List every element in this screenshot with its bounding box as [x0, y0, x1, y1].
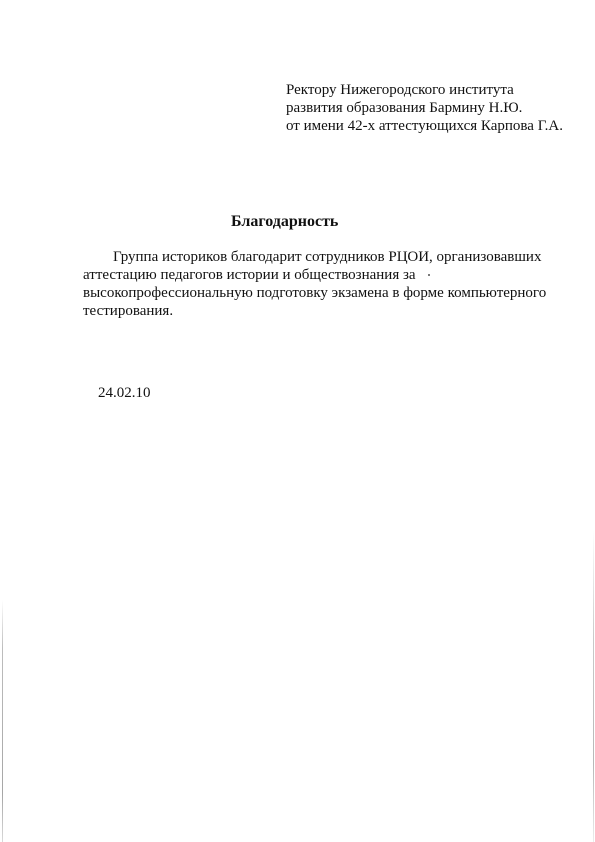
body-line-3: высокопрофессиональную подготовку экзамена в форме компьютерного — [83, 285, 547, 301]
body-line-1: Группа историков благодарит сотрудников РЦОИ, организовавших — [113, 249, 542, 265]
body-line-4: тестирования. — [83, 303, 174, 319]
letter-body — [83, 248, 547, 320]
addressee-line-name: развития образования Бармину Н.Ю. — [286, 100, 523, 116]
letter-date: 24.02.10 — [98, 385, 151, 401]
addressee-block — [286, 81, 586, 135]
scan-edge-right — [593, 530, 594, 842]
body-line-2: аттестацию педагогов истории и обществознания за — [83, 267, 416, 283]
scan-speck — [428, 274, 430, 276]
document-title: Благодарность — [231, 213, 339, 230]
addressee-line-sender: от имени 42-х аттестующихся Карпова Г.А. — [286, 118, 564, 134]
scan-edge-left — [2, 600, 3, 842]
addressee-line-recipient: Ректору Нижегородского института — [286, 82, 514, 98]
body-line-2-wrapper — [83, 266, 543, 284]
